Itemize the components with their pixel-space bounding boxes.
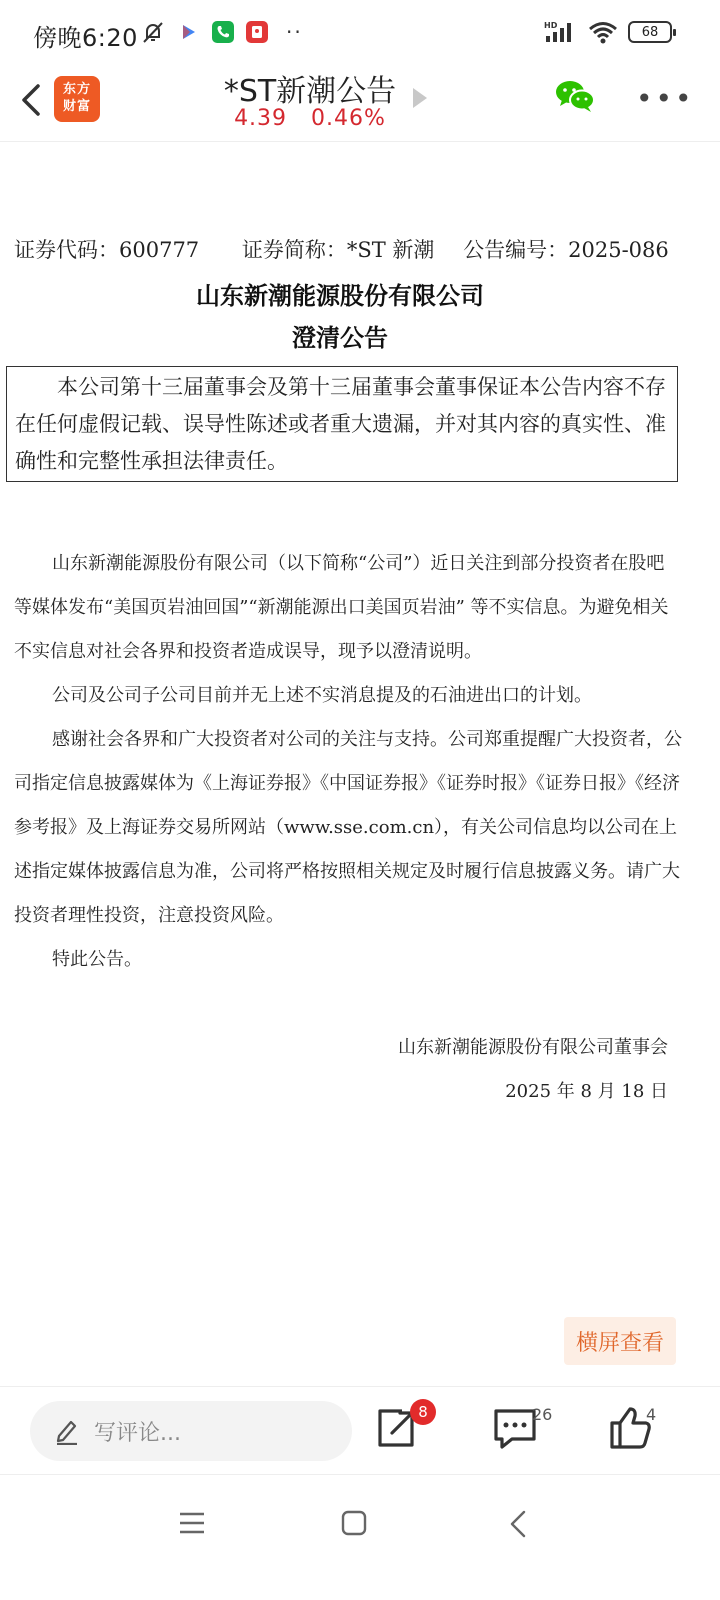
landscape-view-button[interactable]: 横屏查看	[564, 1317, 676, 1365]
system-back-icon[interactable]	[506, 1509, 530, 1539]
back-arrow-icon[interactable]	[16, 80, 48, 120]
signature-block	[398, 1026, 668, 1114]
security-code: 证券代码：600777	[14, 238, 200, 262]
share-badge: 8	[410, 1399, 436, 1425]
wechat-share-icon[interactable]	[554, 78, 596, 114]
expand-triangle-icon[interactable]	[413, 88, 427, 108]
mute-icon	[140, 20, 166, 44]
play-store-icon	[178, 21, 200, 43]
like-count: 4	[646, 1405, 657, 1424]
document-meta-line	[14, 234, 714, 264]
battery-level: 68	[641, 24, 659, 40]
body-paragraph: 特此公告。	[52, 949, 142, 970]
comment-placeholder: 写评论...	[94, 1420, 181, 1446]
logo-text-line1: 东方	[62, 82, 91, 97]
disclaimer-box: 本公司第十三届董事会及第十三届董事会董事保证本公告内容不存在任何虚假记载、误导性陈述或者重大遗漏，并对其内容的真实性、准确性和完整性承担法律责任。	[6, 366, 678, 482]
comment-input[interactable]	[30, 1401, 352, 1461]
stock-price: 4.39	[234, 106, 288, 131]
security-short-name: 证券简称：*ST 新潮	[241, 238, 435, 262]
comment-count: 26	[532, 1405, 553, 1424]
body-paragraph: 公司及公司子公司目前并无上述不实消息提及的石油进出口的计划。	[52, 685, 592, 706]
eastmoney-logo[interactable]	[54, 76, 100, 122]
top-nav-bar	[0, 70, 720, 142]
red-envelope-icon	[246, 21, 268, 43]
body-paragraph: 山东新潮能源股份有限公司（以下简称“公司”）近日关注到部分投资者在股吧等媒体发布“美国页岩油回国”“新潮能源出口美国页岩油” 等不实信息。为避免相关不实信息对社会各界和投资者造成误导，现予以澄清说明。	[14, 553, 669, 662]
system-navigation-bar	[0, 1474, 720, 1600]
signal-icon	[544, 20, 578, 44]
status-bar	[0, 0, 720, 70]
bottom-action-bar	[0, 1386, 720, 1474]
stock-change: 0.46%	[311, 106, 386, 131]
wifi-icon	[588, 20, 618, 44]
announcement-heading: 澄清公告	[292, 323, 388, 352]
more-options-icon[interactable]: •••	[636, 82, 695, 115]
signatory: 山东新潮能源股份有限公司董事会	[398, 1037, 668, 1058]
logo-text-line2: 财富	[62, 99, 91, 114]
pencil-icon	[54, 1417, 80, 1445]
home-square-icon[interactable]	[340, 1509, 368, 1537]
announcement-date: 2025 年 8 月 18 日	[505, 1081, 668, 1102]
phone-app-icon	[212, 21, 234, 43]
company-name: 山东新潮能源股份有限公司	[196, 281, 484, 310]
status-time: 傍晚6:20	[33, 24, 138, 52]
stock-quote	[210, 106, 410, 131]
menu-icon[interactable]	[178, 1511, 206, 1535]
more-notifications-icon: ··	[286, 20, 303, 44]
page-title: *ST新潮公告	[223, 74, 397, 109]
svg-text:HD: HD	[544, 21, 558, 30]
announcement-body	[14, 542, 682, 982]
status-right	[544, 20, 672, 44]
announcement-number: 公告编号：2025-086	[463, 238, 669, 262]
battery-indicator	[628, 21, 672, 43]
notification-icons	[140, 20, 268, 44]
body-paragraph: 感谢社会各界和广大投资者对公司的关注与支持。公司郑重提醒广大投资者，公司指定信息披露媒体为《上海证券报》《中国证券报》《证券时报》《证券日报》《经济参考报》及上海证券交易所网站（www.sse.com.cn），有关公司信息均以公司在上述指定媒体披露信息为准，公司将严格按照相关规定及时履行信息披露义务。请广大投资者理性投资，注意投资风险。	[14, 729, 682, 926]
